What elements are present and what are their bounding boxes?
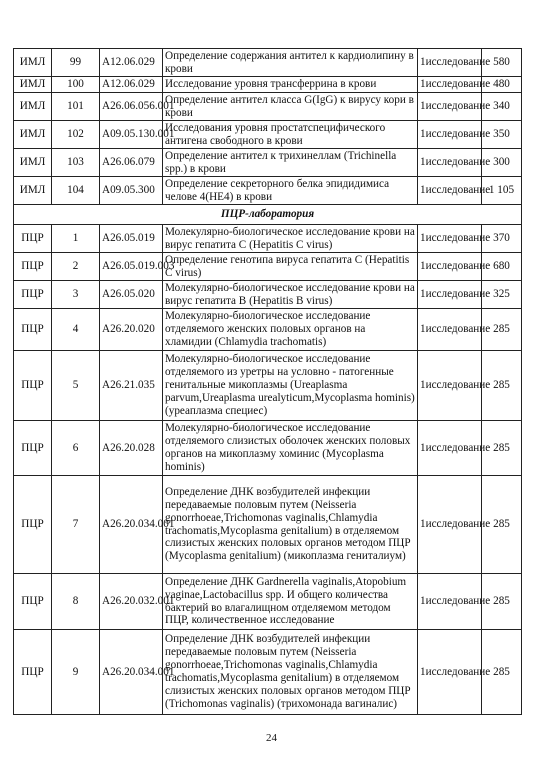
name-cell: Определение антител к трихинеллам (Trichinella spp.) в крови: [163, 149, 418, 177]
name-cell: Молекулярно-биологическое исследование отделяемого слизистых оболочек женских половых органов на микоплазму хоминис (Mycoplasma hominis): [163, 421, 418, 476]
number-cell: 5: [52, 351, 100, 421]
table-row: [14, 281, 522, 309]
group-cell: ПЦР: [14, 225, 52, 253]
code-cell: A09.05.130.001: [100, 121, 163, 149]
name-cell: Молекулярно-биологическое исследование крови на вирус гепатита С (Hepatitis C virus): [163, 225, 418, 253]
name-cell: Молекулярно-биологическое исследование отделяемого женских половых органов на хламидии (Chlamydia trachomatis): [163, 309, 418, 351]
number-cell: 3: [52, 281, 100, 309]
number-cell: 8: [52, 574, 100, 630]
code-cell: A26.20.028: [100, 421, 163, 476]
code-cell: A12.06.029: [100, 77, 163, 93]
price-cell: 285: [482, 476, 522, 574]
code-cell: A12.06.029: [100, 49, 163, 77]
price-cell: 680: [482, 253, 522, 281]
price-cell: 325: [482, 281, 522, 309]
number-cell: 9: [52, 630, 100, 715]
number-cell: 100: [52, 77, 100, 93]
name-cell: Определение ДНК возбудителей инфекции передаваемые половым путем (Neisseria gonorrhoeae,Trichomonas vaginalis,Chlamydia trachomatis,Mycoplasma genitalium) в отделяемом слизистых женских половых органов методом ПЦР (Mycoplasma genitalium) (микоплазма гениталиум): [163, 476, 418, 574]
code-cell: A26.20.034.001: [100, 476, 163, 574]
group-cell: ПЦР: [14, 476, 52, 574]
unit-cell: 1исследование: [418, 77, 482, 93]
page-number: 24: [266, 732, 277, 744]
section-title: ПЦР-лаборатория: [14, 205, 522, 225]
unit-cell: 1исследование: [418, 421, 482, 476]
table-row: [14, 149, 522, 177]
unit-cell: 1исследование: [418, 630, 482, 715]
number-cell: 104: [52, 177, 100, 205]
table-row: [14, 177, 522, 205]
code-cell: A26.21.035: [100, 351, 163, 421]
name-cell: Молекулярно-биологическое исследование отделяемого из уретры на условно - патогенные генитальные микоплазмы (Ureaplasma parvum,Ureaplasma urealyticum,Mycoplasma hominis) (уреаплазма специес): [163, 351, 418, 421]
number-cell: 102: [52, 121, 100, 149]
number-cell: 1: [52, 225, 100, 253]
price-cell: 350: [482, 121, 522, 149]
group-cell: ИМЛ: [14, 121, 52, 149]
table-row: [14, 121, 522, 149]
number-cell: 103: [52, 149, 100, 177]
code-cell: A26.06.056.001: [100, 93, 163, 121]
number-cell: 4: [52, 309, 100, 351]
table-row: [14, 476, 522, 574]
code-cell: A26.06.079: [100, 149, 163, 177]
group-cell: ИМЛ: [14, 77, 52, 93]
unit-cell: 1исследование: [418, 121, 482, 149]
table-row: [14, 574, 522, 630]
code-cell: A09.05.300: [100, 177, 163, 205]
unit-cell: 1исследование: [418, 149, 482, 177]
code-cell: A26.20.020: [100, 309, 163, 351]
code-cell: A26.05.020: [100, 281, 163, 309]
group-cell: ИМЛ: [14, 93, 52, 121]
number-cell: 6: [52, 421, 100, 476]
group-cell: ПЦР: [14, 309, 52, 351]
name-cell: Определение секреторного белка эпидидимиса челове 4(НЕ4) в крови: [163, 177, 418, 205]
name-cell: Определение генотипа вируса гепатита С (Hepatitis C virus): [163, 253, 418, 281]
name-cell: Исследование уровня трансферрина в крови: [163, 77, 418, 93]
code-cell: A26.20.034.001: [100, 630, 163, 715]
group-cell: ПЦР: [14, 630, 52, 715]
unit-cell: 1исследование: [418, 476, 482, 574]
name-cell: Определение содержания антител к кардиолипину в крови: [163, 49, 418, 77]
table-row: [14, 630, 522, 715]
unit-cell: 1исследование: [418, 49, 482, 77]
unit-cell: 1исследование: [418, 253, 482, 281]
unit-cell: 1исследование: [418, 309, 482, 351]
unit-cell: 1исследование: [418, 574, 482, 630]
name-cell: Определение ДНК возбудителей инфекции передаваемые половым путем (Neisseria gonorrhoeae,Trichomonas vaginalis,Chlamydia trachomatis,Mycoplasma genitalium) в отделяемом слизистых женских половых органов методом ПЦР (Trichomonas vaginalis) (трихомонада вагиналис): [163, 630, 418, 715]
table-row: [14, 309, 522, 351]
number-cell: 2: [52, 253, 100, 281]
table-row: [14, 77, 522, 93]
code-cell: A26.05.019.003: [100, 253, 163, 281]
section-row: [14, 205, 522, 225]
price-cell: 370: [482, 225, 522, 253]
group-cell: ПЦР: [14, 574, 52, 630]
name-cell: Исследования уровня простатспецифического антигена свободного в крови: [163, 121, 418, 149]
price-cell: 285: [482, 421, 522, 476]
number-cell: 101: [52, 93, 100, 121]
name-cell: Молекулярно-биологическое исследование крови на вирус гепатита В (Hepatitis B virus): [163, 281, 418, 309]
price-cell: 480: [482, 77, 522, 93]
number-cell: 7: [52, 476, 100, 574]
group-cell: ИМЛ: [14, 177, 52, 205]
group-cell: ИМЛ: [14, 149, 52, 177]
group-cell: ПЦР: [14, 281, 52, 309]
price-cell: 580: [482, 49, 522, 77]
price-cell: 340: [482, 93, 522, 121]
group-cell: ПЦР: [14, 421, 52, 476]
group-cell: ПЦР: [14, 253, 52, 281]
table-row: [14, 421, 522, 476]
price-cell: 285: [482, 351, 522, 421]
name-cell: Определение антител класса G(IgG) к вирусу кори в крови: [163, 93, 418, 121]
price-list-table: [13, 48, 522, 715]
price-cell: 285: [482, 309, 522, 351]
group-cell: ПЦР: [14, 351, 52, 421]
unit-cell: 1исследование: [418, 225, 482, 253]
price-cell: 300: [482, 149, 522, 177]
name-cell: Определение ДНК Gardnerella vaginalis,Atopobium vaginae,Lactobacillus spp. И общего количества бактерий во влагалищном отделяемом методом ПЦР, количественное исследование: [163, 574, 418, 630]
table-row: [14, 225, 522, 253]
table-row: [14, 253, 522, 281]
table-row: [14, 351, 522, 421]
number-cell: 99: [52, 49, 100, 77]
unit-cell: 1исследование: [418, 177, 482, 205]
price-cell: 1 105: [482, 177, 522, 205]
unit-cell: 1исследование: [418, 93, 482, 121]
price-cell: 285: [482, 630, 522, 715]
table-row: [14, 49, 522, 77]
table-row: [14, 93, 522, 121]
group-cell: ИМЛ: [14, 49, 52, 77]
unit-cell: 1исследование: [418, 351, 482, 421]
code-cell: A26.20.032.001: [100, 574, 163, 630]
price-cell: 285: [482, 574, 522, 630]
unit-cell: 1исследование: [418, 281, 482, 309]
code-cell: A26.05.019: [100, 225, 163, 253]
